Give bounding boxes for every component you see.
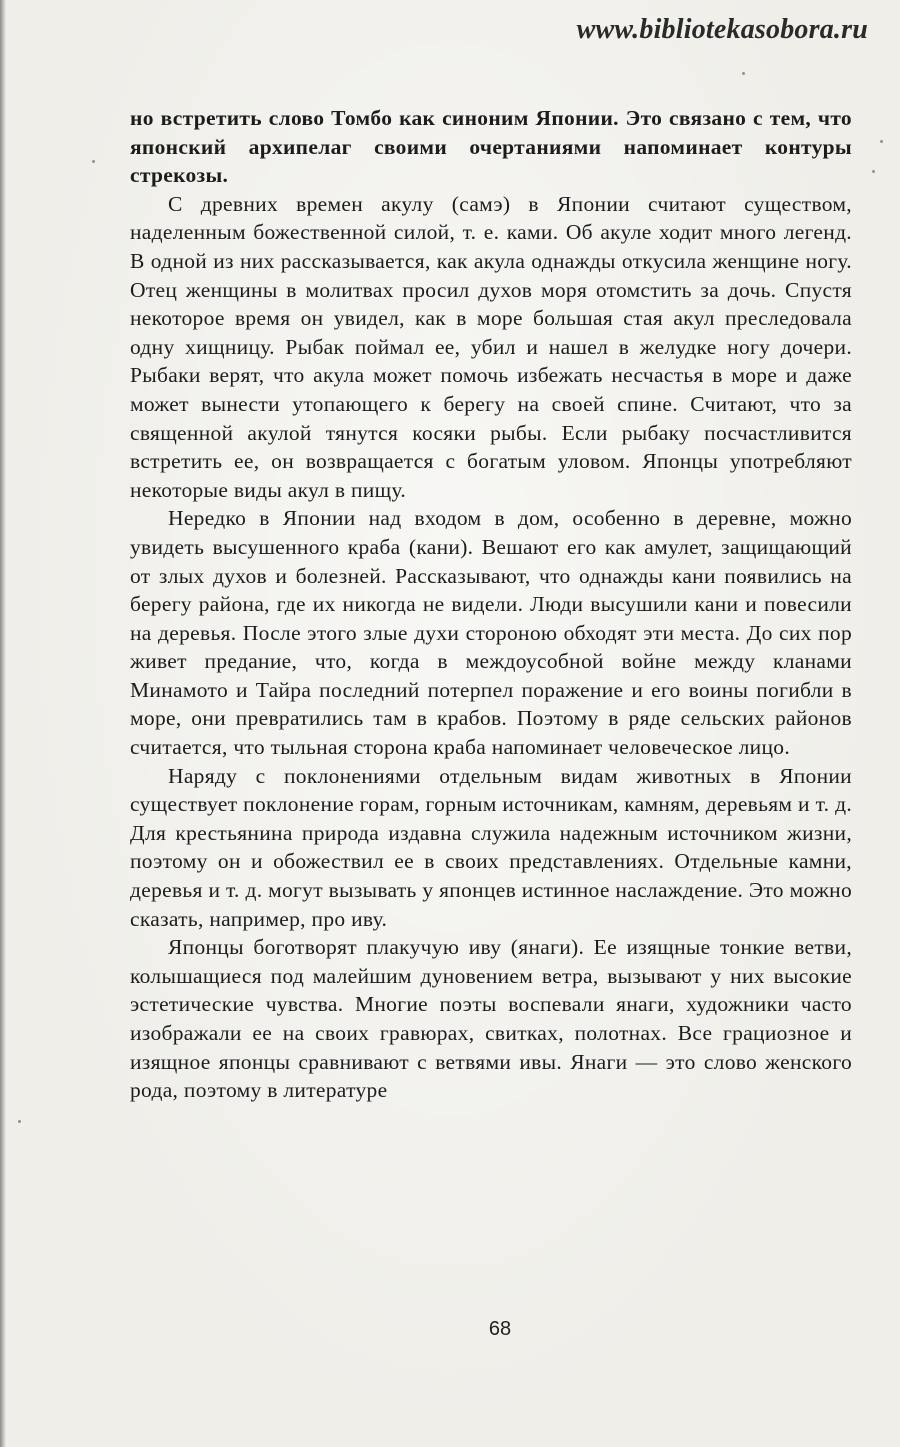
book-text	[130, 104, 852, 1105]
paragraph-shark: С древних времен акулу (самэ) в Японии считают существом, наделенным божественной силой, т. е. ками. Об акуле ходит много легенд. В одной из них рассказывается, как акула однажды откусила женщине ногу. Отец женщины в молитвах просил духов моря отомстить за дочь. Спустя некоторое время он увидел, как в море большая стая акул преследовала одну хищницу. Рыбак поймал ее, убил и нашел в желудке ногу дочери. Рыбаки верят, что акула может помочь избежать несчастья в море и даже может вынести утопающего к берегу на своей спине. Считают, что за священной акулой тянутся косяки рыбы. Если рыбаку посчастливится встретить ее, он возвращается с богатым уловом. Японцы употребляют некоторые виды акул в пищу.	[130, 191, 852, 502]
site-watermark: www.bibliotekasobora.ru	[576, 14, 868, 45]
scan-speck	[18, 1120, 21, 1123]
paragraph-nature-worship: Наряду с поклонениями отдельным видам животных в Японии существует поклонение горам, горным источникам, камням, деревьям и т. д. Для крестьянина природа издавна служила надежным источником жизни, поэтому он и обожествил ее в своих представлениях. Отдельные камни, деревья и т. д. могут вызывать у японцев истинное наслаждение. Это можно сказать, например, про иву.	[130, 763, 852, 931]
paragraph-crab: Нередко в Японии над входом в дом, особенно в деревне, можно увидеть высушенного краба (кани). Вешают его как амулет, защищающий от злых духов и болезней. Рассказывают, что однажды кани появились на берегу района, где их никогда не видели. Люди высушили кани и повесили на деревья. После этого злые духи стороною обходят эти места. До сих пор живет предание, что, когда в междоусобной войне между кланами Минамото и Тайра последний потерпел поражение и его воины погибли в море, они превратились там в крабов. Поэтому в ряде сельских районов считается, что тыльная сторона краба напоминает человеческое лицо.	[130, 506, 852, 760]
scan-speck	[92, 160, 95, 163]
paragraph-willow: Японцы боготворят плакучую иву (янаги). Ее изящные тонкие ветви, колышащиеся под малейшим дуновением ветра, вызывают у них высокие эстетические чувства. Многие поэты воспевали янаги, художники часто изображали ее на своих гравюрах, свитках, полотнах. Все грациозное и изящное японцы сравнивают с ветвями ивы. Янаги — это слово женского рода, поэтому в литературе	[130, 935, 852, 1103]
scan-speck	[872, 170, 875, 173]
page-edge-shadow	[0, 0, 6, 1447]
scan-speck	[880, 140, 883, 143]
paragraph-continuation: но встретить слово Томбо как синоним Японии. Это связано с тем, что японский архипелаг своими очертаниями напоминает контуры стрекозы.	[130, 106, 852, 188]
page-number: 68	[488, 1318, 512, 1340]
scan-speck	[742, 72, 745, 75]
